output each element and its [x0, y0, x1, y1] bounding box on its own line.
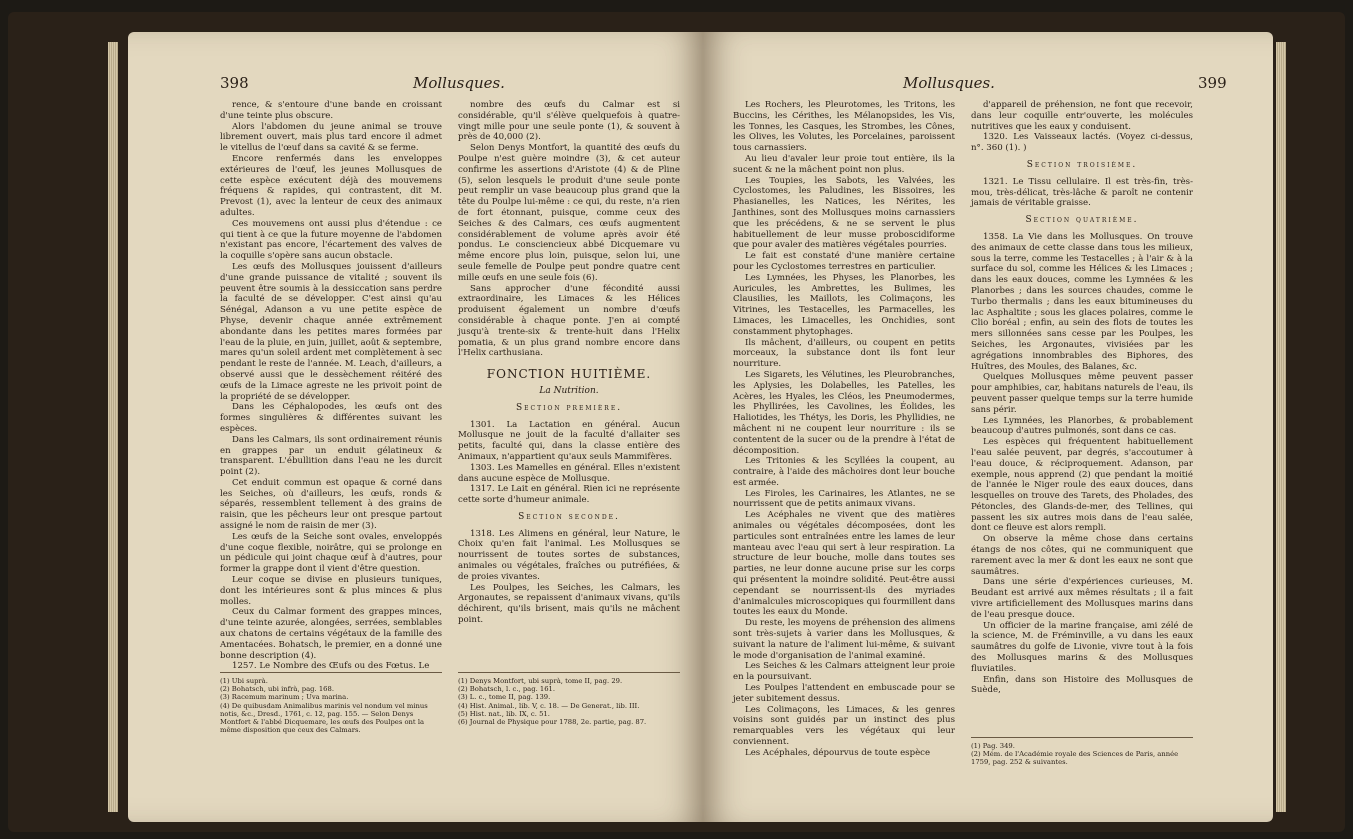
footnote: (6) Journal de Physique pour 1788, 2e. partie, pag. 87. [458, 718, 647, 727]
paragraph: Les Acéphales, dépourvus de toute espèce [745, 747, 931, 758]
footnote: (1) Ubi suprà. [220, 677, 268, 685]
footnote: (2) Bohatsch, l. c., pag. 161. [458, 685, 556, 694]
footnote: (4) De quibusdam Animalibus marinis vel nondum vel minus notis, &c., Dresd., 1761, c. 12, pag. 155. — Selon Denys Montfort & l'abbé Dicquemare, les œufs des Poulpes ont la même disposition que ceux des Calmars. [220, 701, 428, 735]
paragraph: Un officier de la marine française, ami zélé de la science, M. de Fréminville, a vu dans les eaux saumâtres du golfe de Livonie, vivre tout à la fois des Mollusques marins & des Mollusques fluviatiles. [971, 620, 1193, 674]
left-col2-paragraphs-a [458, 100, 680, 359]
right-column-1 [733, 100, 955, 800]
paragraph: Leur coque se divise en plusieurs tuniques, dont les intérieures sont & plus minces & plus molles. [220, 575, 442, 607]
section-2-heading: Section seconde. [518, 511, 620, 522]
left-page-number: 398 [220, 74, 249, 92]
paragraph: Encore renfermés dans les enveloppes extérieures de l'œuf, les jeunes Mollusques de cette espèce exécutent déjà des mouvemens fréquens & rapides, qui contrastent, dit M. Prevost (1), avec la lenteur de ceux des animaux adultes. [220, 153, 442, 218]
paragraph: Cet enduit commun est opaque & corné dans les Seiches, où d'ailleurs, les œufs, ronds & séparés, ressemblent tellement à des grains de raisin, que les pêcheurs leur ont presque partout assigné le nom de raisin de mer (3). [220, 477, 442, 532]
footnote: (2) Mém. de l'Académie royale des Sciences de Paris, année 1759, pag. 252 & suivantes. [971, 750, 1179, 767]
left-footnotes-col1 [220, 672, 442, 734]
paragraph: 1321. Le Tissu cellulaire. Il est très-fin, très-mou, très-délicat, très-lâche & paroît ne contenir jamais de véritable graisse. [971, 176, 1193, 209]
footnote: (3) Racemum marinum ; Uva marina. [220, 693, 349, 702]
nutrition-heading: La Nutrition. [539, 385, 599, 396]
paragraph: d'appareil de préhension, ne font que recevoir, dans leur coquille entr'ouverte, les molécules nutritives que les eaux y conduisent. [971, 100, 1193, 132]
footnote: (5) Hist. nat., lib. IX, c. 51. [458, 709, 550, 718]
paragraph: Les Firoles, les Carinaires, les Atlantes, ne se nourrissent que de petits animaux vivans. [733, 488, 955, 510]
left-column-1 [220, 100, 442, 672]
paragraph: 1301. La Lactation en général. Aucun Mollusque ne jouit de la faculté d'allaiter ses petits, faculté qui, dans la classe entière des Animaux, n'appartient qu'aux seuls Mammifères. [458, 419, 680, 462]
left-footnotes-col2 [458, 672, 680, 726]
paragraph: Les Poulpes, les Seiches, les Calmars, les Argonautes, se repaissent d'animaux vivans, qu'ils déchirent, qu'ils brisent, mais qu'ils ne mâchent point. [458, 582, 680, 626]
left-col2-paragraphs-c [458, 529, 680, 626]
paragraph: 1358. La Vie dans les Mollusques. On trouve des animaux de cette classe dans tous les milieux, sous la terre, comme les Testacelles ; à l'air & à la surface du sol, comme les Hélices & les Limaces ; dans les eaux douces, comme les Lymnées & les Planorbes ; dans les sources chaudes, comme le Turbo thermalis ; dans les eaux bitumineuses du lac Asphaltite ; sous les glaces polaires, comme le Clio boréal ; enfin, au sein des flots de toutes les mers sillonnées sans cesse par les Poulpes, les Seiches, les Argonautes, vivisiées par les agrégations innombrables des Biphores, des Huîtres, des Moules, des Balanes, &c. [971, 231, 1193, 372]
footnote: (1) Denys Montfort, ubi suprà, tome II, pag. 29. [458, 677, 623, 685]
paragraph: Dans une série d'expériences curieuses, M. Beudant est arrivé aux mêmes résultats ; il a fait vivre artificiellement des Mollusques marins dans de l'eau presque douce. [971, 577, 1193, 620]
footnote: (4) Hist. Animal., lib. V, c. 18. — De Generat., lib. III. [458, 701, 640, 710]
paragraph: Les Seiches & les Calmars atteignent leur proie en la poursuivant. [733, 661, 955, 683]
left-column-2 [458, 100, 680, 655]
paragraph: Ceux du Calmar forment des grappes minces, d'une teinte azurée, alongées, serrées, semblables aux chatons de certains végétaux de la famille des Amentacées. Bohatsch, le premier, en a donné une bonne description (4). [220, 607, 442, 661]
paragraph: rence, & s'entoure d'une bande en croissant d'une teinte plus obscure. [220, 100, 442, 121]
paragraph: Ils mâchent, d'ailleurs, ou coupent en petits morceaux, la substance dont ils font leur nourriture. [733, 337, 955, 370]
right-running-head: Mollusques. [903, 74, 995, 92]
paragraph: 1303. Les Mamelles en général. Elles n'existent dans aucune espèce de Mollusque. [458, 462, 680, 484]
paragraph: Les Tritonies & les Scyllées la coupent, au contraire, à l'aide des mâchoires dont leur bouche est armée. [733, 456, 955, 488]
left-page-edge [108, 42, 118, 812]
footnote: (2) Bohatsch, ubi infrà, pag. 168. [220, 685, 334, 694]
paragraph: Alors l'abdomen du jeune animal se trouve librement ouvert, mais plus tard encore il admet le vitellus de l'œuf dans sa cavité & se ferme. [220, 121, 442, 154]
paragraph: Les Lymnées, les Planorbes, & probablement beaucoup d'autres pulmonés, sont dans ce cas. [971, 415, 1193, 437]
left-running-head: Mollusques. [413, 74, 505, 92]
paragraph: Dans les Calmars, ils sont ordinairement réunis en grappes par un enduit gélatineux & transparent. L'ébullition dans l'eau ne les durcit point (2). [220, 434, 442, 478]
paragraph: 1318. Les Alimens en général, leur Nature, le Choix qu'en fait l'animal. Les Mollusques se nourrissent de toutes sortes de substances, animales ou végétales, fraîches ou putréfiées, & de proies vivantes. [458, 528, 680, 582]
section-4-heading: Section quatrième. [1025, 215, 1139, 226]
right-footnotes [971, 737, 1193, 767]
paragraph: Les œufs de la Seiche sont ovales, enveloppés d'une coque flexible, noirâtre, qui se prolonge en un pédicule qui joint chaque œuf à d'autres, pour former la grappe dont il vient d'être question. [220, 531, 442, 575]
paragraph: Les Rochers, les Pleurotomes, les Tritons, les Buccins, les Cérithes, les Mélanopsides, les Vis, les Tonnes, les Casques, les Strombes, les Cônes, les Olives, les Volutes, les Porcelaines, paroissent tous carnassiers. [733, 100, 955, 154]
right-col2-paragraphs-b [971, 177, 1193, 209]
left-col1-paragraphs [220, 100, 442, 672]
paragraph: 1317. Le Lait en général. Rien ici ne représente cette sorte d'humeur animale. [458, 484, 680, 506]
paragraph: Les Lymnées, les Physes, les Planorbes, les Auricules, les Ambrettes, les Bulimes, les Clausilies, les Maillots, les Colimaçons, les Vitrines, les Testacelles, les Parmacelles, les Limaces, les Limacelles, les Onchidies, sont constamment phytophages. [733, 272, 955, 337]
paragraph: Au lieu d'avaler leur proie tout entière, ils la sucent & ne la mâchent point non plus. [733, 153, 955, 175]
paragraph: Du reste, les moyens de préhension des alimens sont très-sujets à varier dans les Mollusques, & suivant la nature de l'aliment lui-même, & suivant le mode d'organisation de l'animal examiné. [733, 618, 955, 661]
paragraph: Les Poulpes l'attendent en embuscade pour se jeter subitement dessus. [733, 683, 955, 704]
right-page-edge [1276, 42, 1286, 812]
right-column-2 [971, 100, 1193, 696]
right-page-number: 399 [1198, 74, 1227, 92]
paragraph: Le fait est constaté d'une manière certaine pour les Cyclostomes terrestres en particulier. [733, 251, 955, 272]
paragraph: Les Acéphales ne vivent que des matières animales ou végétales décomposées, dont les particules sont entraînées entre les lames de leur manteau avec l'eau qui sert à leur respiration. La structure de leur bouche, molle dans toutes ses parties, ne leur donne aucune prise sur les corps qui présentent la moindre solidité. Peut-être aussi cependant se nourrissent-ils des myriades d'animalcules microscopiques qui fourmillent dans toutes les eaux du Monde. [733, 510, 955, 618]
paragraph: On observe la même chose dans certains étangs de nos côtes, qui ne communiquent que rarement avec la mer & dont les eaux ne sont que saumâtres. [971, 534, 1193, 577]
paragraph: 1320. Les Vaisseaux lactés. (Voyez ci-dessus, n°. 360 (1). ) [971, 132, 1193, 154]
paragraph: Les espèces qui fréquentent habituellement l'eau salée peuvent, par degrés, s'accoutumer à l'eau douce, & réciproquement. Adanson, par exemple, nous apprend (2) que pendant la moitié de l'année le Niger roule des eaux douces, dans lesquelles on trouve des Tarets, des Pholades, des Pétoncles, des Glands-de-mer, des Tellines, qui passent les six autres mois dans de l'eau salée, dont ce fleuve est alors rempli. [971, 437, 1193, 534]
paragraph: Sans approcher d'une fécondité aussi extraordinaire, les Limaces & les Hélices produisent également un nombre d'œufs considérable à chaque ponte. J'en ai compté jusqu'à trente-six & trente-huit dans l'Helix pomatia, & un plus grand nombre encore dans l'Helix carthusiana. [458, 283, 680, 359]
footnote: (3) L. c., tome II, pag. 139. [458, 693, 551, 702]
paragraph: nombre des œufs du Calmar est si considérable, qu'il s'élève quelquefois à quatre-vingt mille pour une seule ponte (1), & souvent à près de 40,000 (2). [458, 100, 680, 143]
paragraph: 1257. Le Nombre des Œufs ou des Fœtus. Le [232, 661, 430, 672]
right-col2-paragraphs-a [971, 100, 1193, 154]
paragraph: Enfin, dans son Histoire des Mollusques de Suède, [971, 674, 1193, 696]
paragraph: Les Colimaçons, les Limaces, & les genres voisins sont guidés par un instinct des plus remarquables vers les végétaux qui leur conviennent. [733, 704, 955, 748]
paragraph: Dans les Céphalopodes, les œufs ont des formes singulières & différentes suivant les espèces. [220, 402, 442, 434]
right-page [703, 32, 1273, 822]
section-3-heading: Section troisième. [1026, 159, 1138, 170]
paragraph: Ces mouvemens ont aussi plus d'étendue : ce qui tient à ce que la future moyenne de l'abdomen n'existant pas encore, l'écartement des valves de la coquille s'opère sans aucun obstacle. [220, 218, 442, 262]
right-col2-paragraphs-c [971, 232, 1193, 696]
book-spread [8, 12, 1345, 832]
paragraph: Quelques Mollusques même peuvent passer pour amphibies, car, habitans naturels de l'eau, ils peuvent passer quelque temps sur la terre humide sans périr. [971, 372, 1193, 415]
paragraph: Les Toupies, les Sabots, les Valvées, les Cyclostomes, les Paludines, les Bissoires, les Phasianelles, les Natices, les Nérites, les Janthines, sont des Mollusques moins carnassiers que les précédens, & ne se servent le plus habituellement de leur musse proboscidiforme que pour avaler des matières végétales pourries. [733, 175, 955, 251]
section-1-heading: Section première. [515, 402, 623, 413]
left-page [128, 32, 703, 822]
paragraph: Les Sigarets, les Vélutines, les Pleurobranches, les Aplysies, les Dolabelles, les Patelles, les Acères, les Hyales, les Cléos, les Pneumodermes, les Phyllirées, les Cavolines, les Éolides, les Haliotides, les Thétys, les Doris, les Phyllidies, ne mâchent ni ne coupent leur nourriture : ils se contentent de la sucer ou de la prendre à l'état de décomposition. [733, 369, 955, 456]
function-heading: FONCTION HUITIÈME. [486, 367, 652, 382]
paragraph: Les œufs des Mollusques jouissent d'ailleurs d'une grande puissance de vitalité ; souvent ils peuvent être soumis à la dessiccation sans perdre la faculté de se développer. C'est ainsi qu'au Sénégal, Adanson a vu une petite espèce de Physe, devenir chaque année extrêmement abondante dans les petites mares formées par l'eau de la pluie, en juin, juillet, août & septembre, mares qu'un soleil ardent met complètement à sec pendant le reste de l'année. M. Leach, d'ailleurs, a observé aussi que le dessèchement réitéré des œufs de la Limace agreste ne les privoit point de la propriété de se développer. [220, 261, 442, 402]
footnote: (1) Pag. 349. [971, 742, 1015, 750]
right-col1-paragraphs [733, 100, 955, 759]
left-col2-paragraphs-b [458, 420, 680, 506]
paragraph: Selon Denys Montfort, la quantité des œufs du Poulpe n'est guère moindre (3), & cet auteur confirme les assertions d'Aristote (4) & de Pline (5), selon lesquels le produit d'une seule ponte peut remplir un vase beaucoup plus grand que la tête du Poulpe lui-même : ce qui, du reste, n'a rien de fort étonnant, puisque, comme ceux des Seiches & des Calmars, ces œufs augmentent considérablement de volume après avoir été pondus. Le consciencieux abbé Dicquemare vu même encore plus loin, puisque, selon lui, une seule femelle de Poulpe peut pondre quatre cent mille œufs en une seule fois (6). [458, 143, 680, 283]
